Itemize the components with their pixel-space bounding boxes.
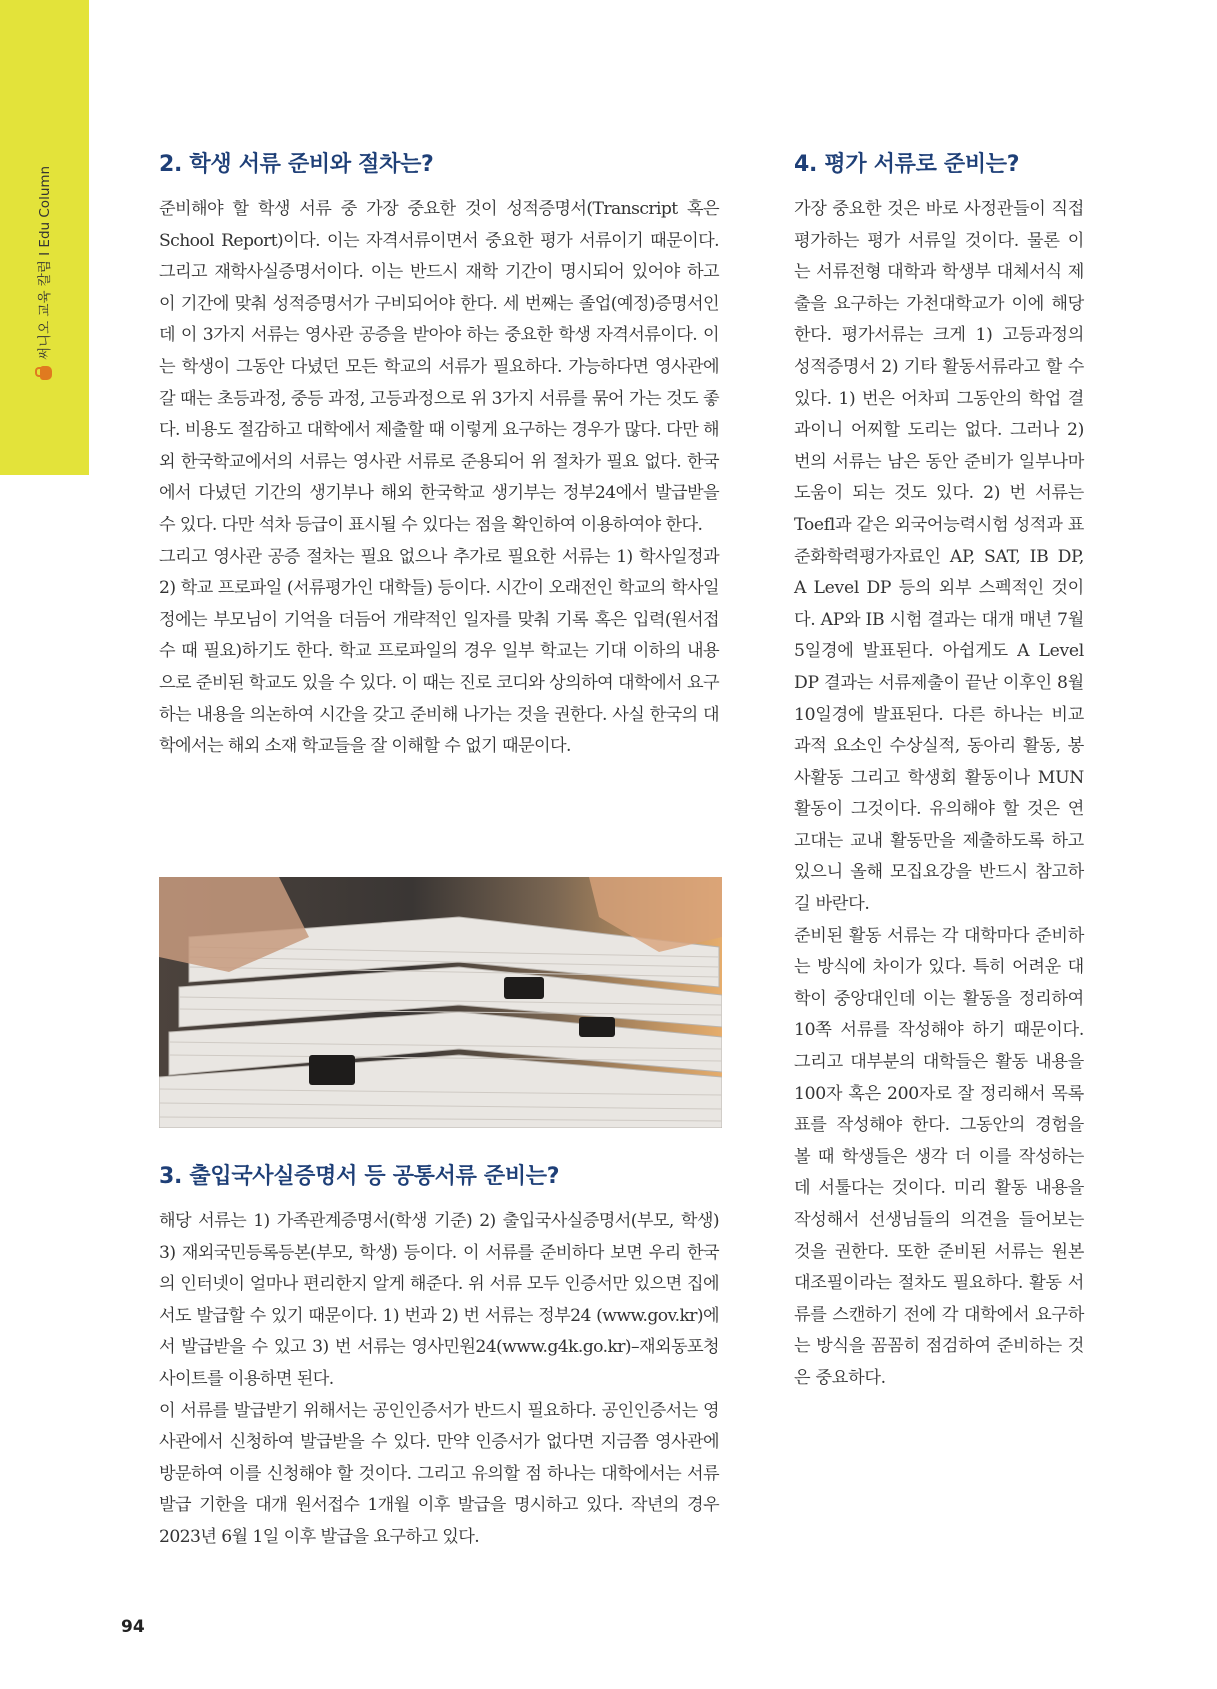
section-3 [159, 1159, 719, 1554]
section-4-heading: 4. 평가 서류로 준비는? [794, 152, 1020, 177]
section-2-paragraph-1: 준비해야 할 학생 서류 중 가장 중요한 것이 성적증명서(Transcript 혹은 School Report)이다. 이는 자격서류이면서 중요한 평가 서류이기 때문이다. 그리고 재학사실증명서이다. 이는 반드시 재학 기간이 명시되어 있어야 하고 이 기간에 맞춰 성적증명서가 구비되어야 한다. 세 번째는 졸업(예정)증명서인데 이 3가지 서류는 영사관 공증을 받아야 하는 중요한 학생 자격서류이다. 이는 학생이 그동안 다녔던 모든 학교의 서류가 필요하다. 가능하다면 영사관에 갈 때는 초등과정, 중등 과정, 고등과정으로 위 3가지 서류를 묶어 가는 것도 좋다. 비용도 절감하고 대학에서 제출할 때 이렇게 요구하는 경우가 많다. 다만 해외 한국학교에서의 서류는 영사관 서류로 준용되어 위 절차가 필요 없다. 한국에서 다녔던 기간의 생기부나 해외 한국학교 생기부는 정부24에서 발급받을 수 있다. 다만 석차 등급이 표시될 수 있다는 점을 확인하여 이용하여야 한다. [159, 199, 719, 535]
section-4 [794, 147, 1084, 1395]
sidebar-label-row [34, 166, 56, 380]
document-stack-photo [159, 877, 722, 1128]
paper-stack-illustration [159, 877, 722, 1128]
section-2-paragraph-2: 그리고 영사관 공증 절차는 필요 없으나 추가로 필요한 서류는 1) 학사일정과 2) 학교 프로파일 (서류평가인 대학들) 등이다. 시간이 오래전인 학교의 학사일정에는 부모님이 기억을 더듬어 개략적인 일자를 맞춰 기록 혹은 입력(원서접수 때 필요)하기도 한다. 학교 프로파일의 경우 일부 학교는 기대 이하의 내용으로 준비된 학교도 있을 수 있다. 이 때는 진로 코디와 상의하여 대학에서 요구하는 내용을 의논하여 시간을 갖고 준비해 나가는 것을 권한다. 사실 한국의 대학에서는 해외 소재 학교들을 잘 이해할 수 없기 때문이다. [159, 546, 719, 757]
section-4-paragraph-2: 준비된 활동 서류는 각 대학마다 준비하는 방식에 차이가 있다. 특히 어려운 대학이 중앙대인데 이는 활동을 정리하여 10쪽 서류를 작성해야 하기 때문이다. 그리고 대부분의 대학들은 활동 내용을 100자 혹은 200자로 잘 정리해서 목록표를 작성해야 한다. 그동안의 경험을 볼 때 학생들은 생각 더 이를 작성하는데 서툴다는 것이다. 미리 활동 내용을 작성해서 선생님들의 의견을 들어보는 것을 권한다. 또한 준비된 서류는 원본대조필이라는 절차도 필요하다. 활동 서류를 스캔하기 전에 각 대학에서 요구하는 방식을 꼼꼼히 점검하여 준비하는 것은 중요하다. [794, 925, 1084, 1388]
section-4-paragraph-1: 가장 중요한 것은 바로 사정관들이 직접 평가하는 평가 서류일 것이다. 물론 이는 서류전형 대학과 학생부 대체서식 제출을 요구하는 가천대학교가 이에 해당한다. 평가서류는 크게 1) 고등과정의 성적증명서 2) 기타 활동서류라고 할 수 있다. 1) 번은 어차피 그동안의 학업 결과이니 어찌할 도리는 없다. 그러나 2) 번의 서류는 남은 동안 준비가 일부나마 도움이 되는 것도 있다. 2) 번 서류는 Toefl과 같은 외국어능력시험 성적과 표준화학력평가자료인 AP, SAT, IB DP, A Level DP 등의 외부 스펙적인 것이다. AP와 IB 시험 결과는 대개 매년 7월 5일경에 발표된다. 아쉽게도 A Level DP 결과는 서류제출이 끝난 이후인 8월 10일경에 발표된다. 다른 하나는 비교과적 요소인 수상실적, 동아리 활동, 봉사활동 그리고 학생회 활동이나 MUN 활동이 그것이다. 유의해야 할 것은 연고대는 교내 활동만을 제출하도록 하고 있으니 올해 모집요강을 반드시 참고하길 바란다. [794, 199, 1084, 915]
section-3-heading: 3. 출입국사실증명서 등 공통서류 준비는? [159, 1164, 560, 1189]
bag-icon [40, 366, 52, 380]
section-3-paragraph-1: 해당 서류는 1) 가족관계증명서(학생 기준) 2) 출입국사실증명서(부모, 학생) 3) 재외국민등록등본(부모, 학생) 등이다. 이 서류를 준비하다 보면 우리 한국의 인터넷이 얼마나 편리한지 알게 해준다. 위 서류 모두 인증서만 있으면 집에서도 발급할 수 있기 때문이다. 1) 번과 2) 번 서류는 정부24 (www.gov.kr)에서 발급받을 수 있고 3) 번 서류는 영사민원24(www.g4k.go.kr)–재외동포청 사이트를 이용하면 된다. [159, 1211, 719, 1389]
section-2-heading: 2. 학생 서류 준비와 절차는? [159, 152, 434, 177]
sidebar-label: 써니오 교육 칼럼 I Edu Column [37, 165, 53, 360]
section-2 [159, 147, 719, 763]
section-3-paragraph-2: 이 서류를 발급받기 위해서는 공인인증서가 반드시 필요하다. 공인인증서는 영사관에서 신청하여 발급받을 수 있다. 만약 인증서가 없다면 지금쯤 영사관에 방문하여 이를 신청해야 할 것이다. 그리고 유의할 점 하나는 대학에서는 서류 발급 기한을 대개 원서접수 1개월 이후 발급을 명시하고 있다. 작년의 경우 2023년 6월 1일 이후 발급을 요구하고 있다. [159, 1400, 719, 1547]
page-number: 94 [121, 1617, 145, 1637]
sidebar-label-wrap [34, 110, 58, 380]
